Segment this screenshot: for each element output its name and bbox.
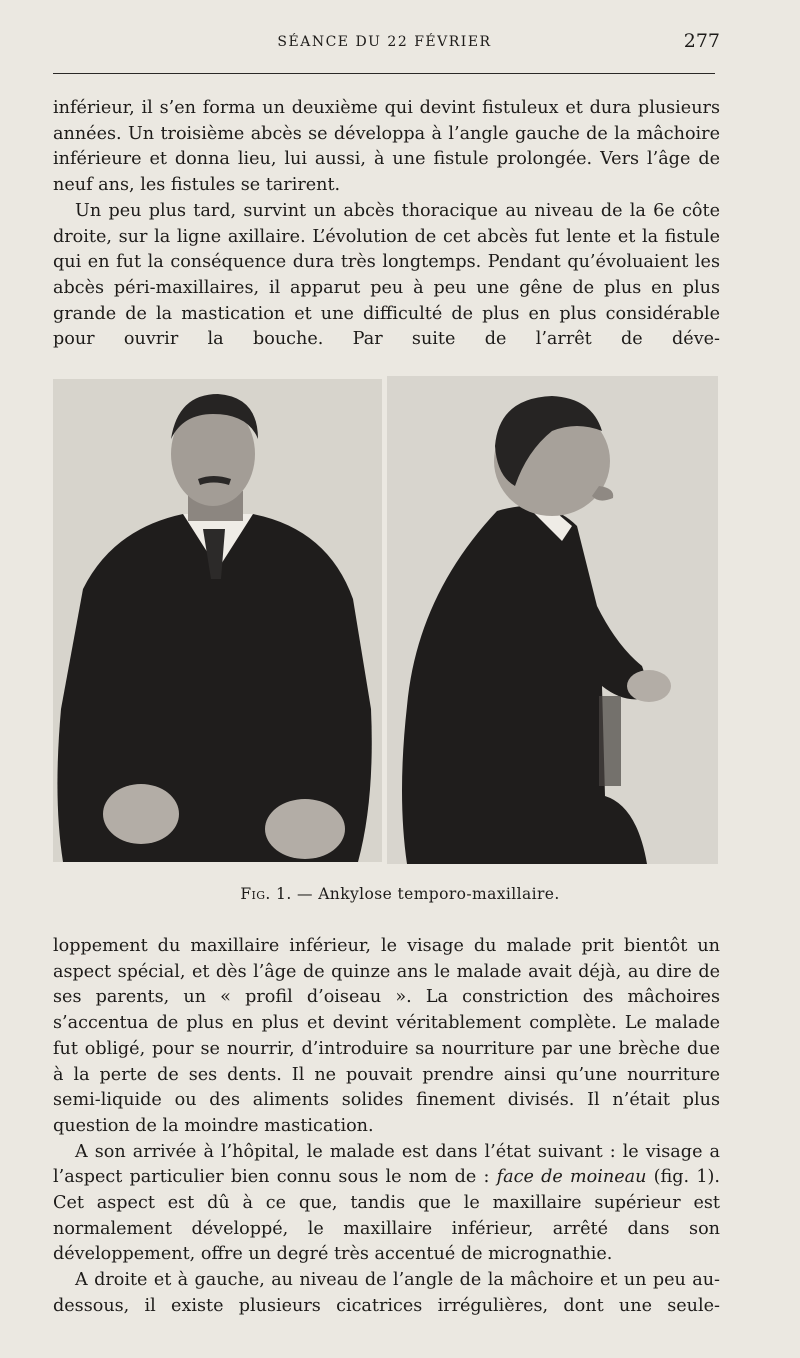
patient-front-image	[53, 379, 382, 862]
figure-1	[53, 376, 720, 864]
caption-text: Ankylose temporo-maxillaire.	[318, 885, 560, 903]
bottom-text-block	[53, 934, 720, 1345]
paragraph: inférieur, il s’en forma un deuxième qui devint fistuleux et dura plusieurs années. Un troisième abcès se développa à l’angle gauche de la mâchoire inférieure et donna lieu, lui aussi, à une fistule prolongée. Vers l’âge de neuf ans, les fistules se tarirent.	[53, 98, 720, 196]
paragraph: A droite et à gauche, au niveau de l’angle de la mâchoire et un peu au-dessous, il existe plusieurs cicatrices irrégulières, dont une seule-	[53, 1270, 720, 1316]
patient-front-photo	[53, 379, 382, 862]
patient-profile-image	[387, 376, 718, 864]
paragraph	[53, 1140, 720, 1269]
figure-label: Fig. 1.	[240, 885, 292, 903]
caption-separator: —	[291, 885, 319, 903]
paragraph-text: A son arrivée à l’hôpital, le malade est dans l’état suivant : le visage a l’aspect particulier bien connu sous le nom de :	[53, 1141, 720, 1188]
paragraph-text: (fig. 1). Cet aspect est dû à ce que, tandis que le maxillaire supérieur est normalement développé, le maxillaire inférieur, arrêté dans son développement, offre un degré très accentué de micrognathie.	[53, 1167, 720, 1265]
italic-term: face de moineau	[496, 1167, 647, 1188]
paragraph: Un peu plus tard, survint un abcès thoracique au niveau de la 6e côte droite, sur la ligne axillaire. L’évolution de cet abcès fut lente et la fistule qui en fut la conséquence dura très longtemps. Pendant qu’évoluaient les abcès péri-maxillaires, il apparut peu à peu une gêne de plus en plus grande de la mastication et une difficulté de plus en plus considérable pour ouvrir la bouche. Par suite de l’arrêt de déve-	[53, 200, 720, 350]
running-head	[53, 30, 720, 60]
running-title: SÉANCE DU 22 FÉVRIER	[277, 34, 492, 50]
top-text-block	[53, 96, 720, 379]
figure-caption	[0, 885, 800, 903]
patient-profile-photo	[387, 376, 718, 864]
header-rule	[53, 73, 715, 74]
paragraph: loppement du maxillaire inférieur, le visage du malade prit bientôt un aspect spécial, et dès l’âge de quinze ans le malade avait déjà, au dire de ses parents, un « profil d’oiseau ». La constriction des mâchoires s’accentua de plus en plus et devint véritablement complète. Le malade fut obligé, pour se nourrir, d’introduire sa nourriture par une brèche due à la perte de ses dents. Il ne pouvait prendre ainsi qu’une nourriture semi-liquide ou des aliments solides finement divisés. Il n’était plus question de la moindre mastication.	[53, 936, 720, 1136]
page-number: 277	[683, 30, 720, 52]
